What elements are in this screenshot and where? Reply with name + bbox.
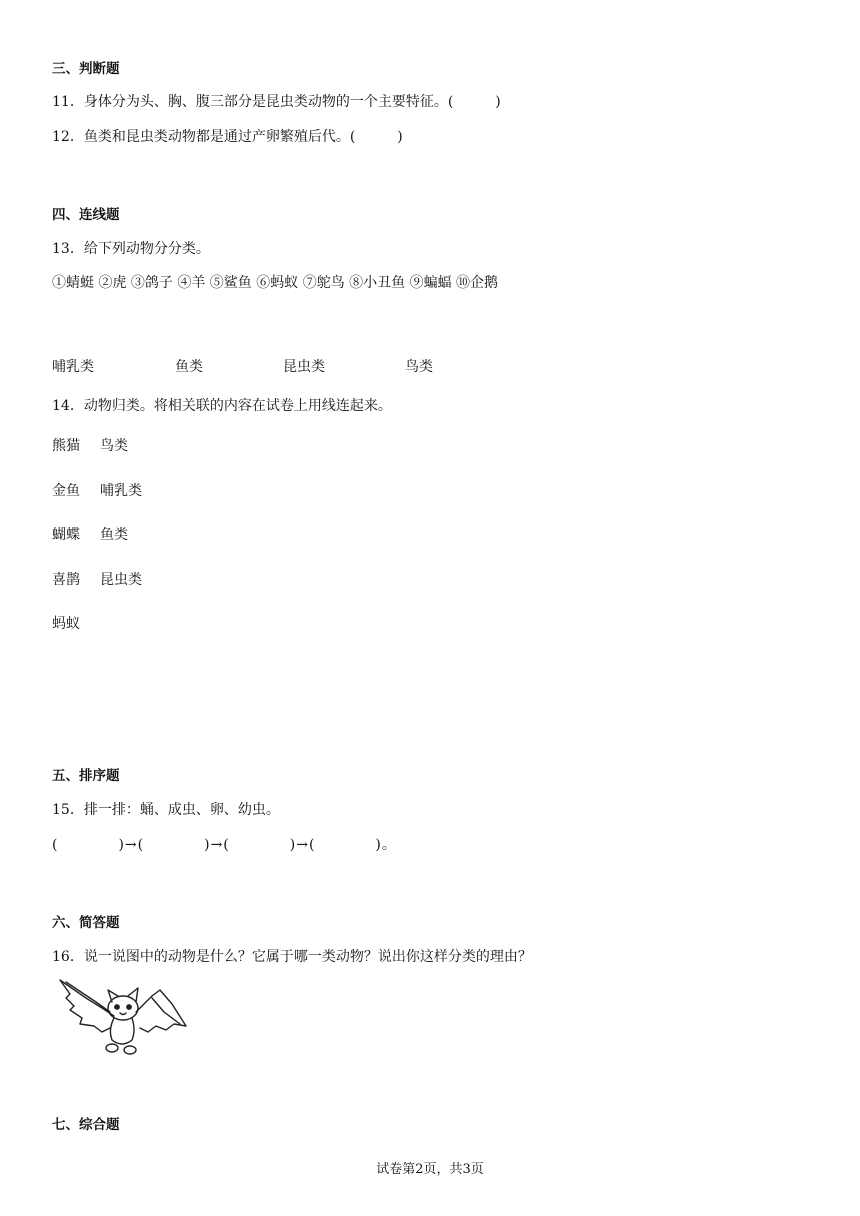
question-12: 12．鱼类和昆虫类动物都是通过产卵繁殖后代。( ) [52, 129, 403, 145]
question-14-stem: 14．动物归类。将相关联的内容在试卷上用线连起来。 [52, 398, 392, 414]
match-left-item: 蚂蚁 [52, 616, 80, 632]
match-right-item: 鸟类 [100, 438, 128, 454]
match-left-item: 熊猫 [52, 438, 80, 454]
match-left-item: 金鱼 [52, 483, 80, 499]
question-16-stem: 16．说一说图中的动物是什么？它属于哪一类动物？说出你这样分类的理由？ [52, 949, 532, 965]
question-13-stem: 13．给下列动物分分类。 [52, 241, 210, 257]
question-15-answer-blanks: ( )→( )→( )→( )。 [52, 837, 397, 853]
section-title-matching: 四、连线题 [52, 207, 120, 223]
match-right-item: 鱼类 [100, 527, 128, 543]
section-title-short-answer: 六、简答题 [52, 915, 120, 931]
match-left-item: 喜鹊 [52, 572, 80, 588]
page-footer: 试卷第2页，共3页 [376, 1162, 484, 1177]
bat-drawing-icon [56, 976, 190, 1060]
category-label: 鱼类 [175, 359, 203, 375]
category-label: 哺乳类 [52, 359, 94, 375]
section-title-comprehensive: 七、综合题 [52, 1117, 120, 1133]
match-right-item: 哺乳类 [100, 483, 142, 499]
question-13-animal-list: ①蜻蜓 ②虎 ③鸽子 ④羊 ⑤鲨鱼 ⑥蚂蚁 ⑦鸵鸟 ⑧小丑鱼 ⑨蝙蝠 ⑩企鹅 [52, 275, 499, 291]
section-title-judgement: 三、判断题 [52, 61, 120, 77]
category-label: 昆虫类 [283, 359, 325, 375]
category-label: 鸟类 [405, 359, 433, 375]
section-title-ordering: 五、排序题 [52, 768, 120, 784]
question-15-stem: 15．排一排：蛹、成虫、卵、幼虫。 [52, 802, 280, 818]
match-left-item: 蝴蝶 [52, 527, 80, 543]
question-11: 11．身体分为头、胸、腹三部分是昆虫类动物的一个主要特征。( ) [52, 94, 501, 110]
match-right-item: 昆虫类 [100, 572, 142, 588]
